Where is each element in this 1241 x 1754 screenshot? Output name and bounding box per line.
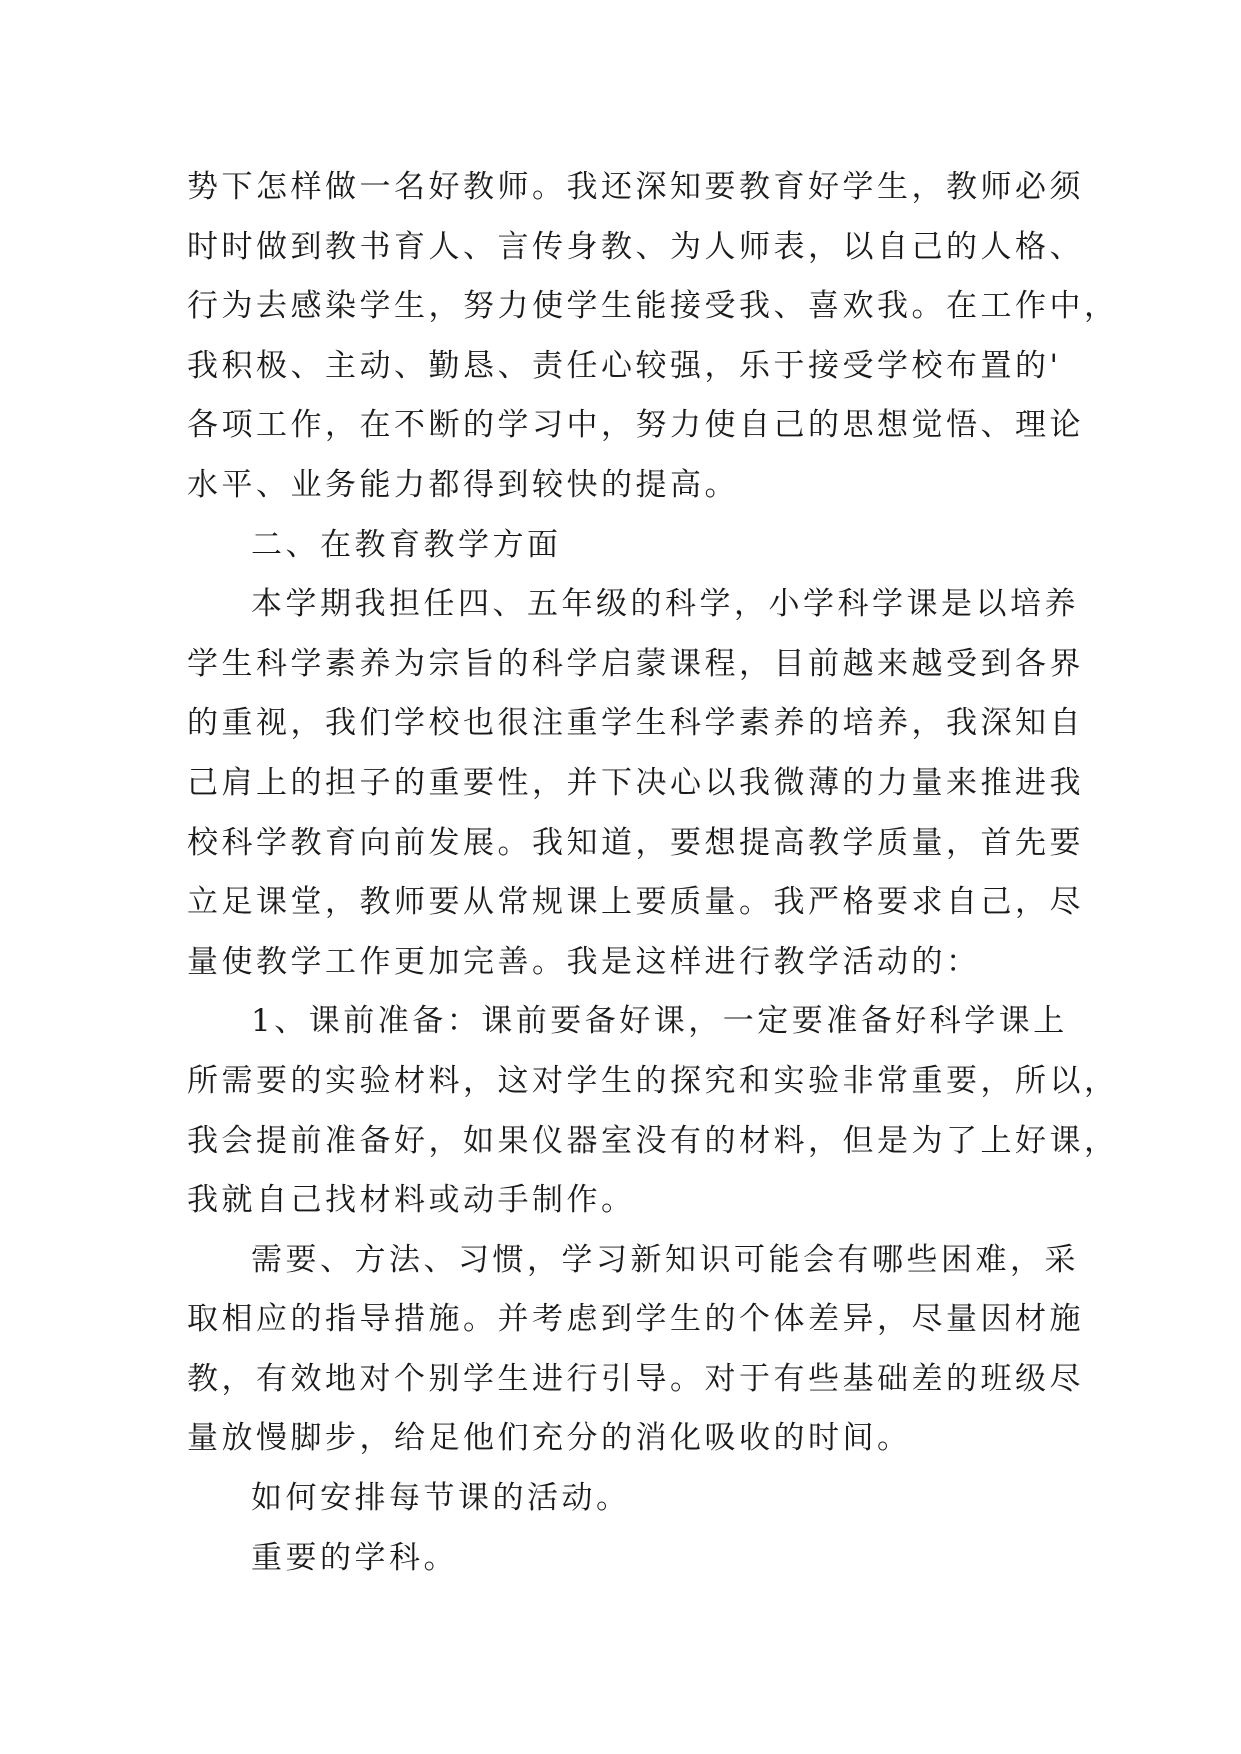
text-line: 我积极、主动、勤恳、责任心较强，乐于接受学校布置的'	[187, 347, 1062, 384]
text-line: 我会提前准备好，如果仪器室没有的材料，但是为了上好课，	[187, 1122, 1119, 1159]
section-heading: 二、在教育教学方面	[251, 526, 562, 563]
text-line: 势下怎样做一名好教师。我还深知要教育好学生，教师必须	[187, 169, 1084, 205]
text-line: 量使教学工作更加完善。我是这样进行教学活动的：	[187, 943, 981, 980]
text-line: 学生科学素养为宗旨的科学启蒙课程，目前越来越受到各界	[187, 645, 1084, 682]
text-line: 所需要的实验材料，这对学生的探究和实验非常重要，所以，	[187, 1062, 1119, 1099]
text-line: 如何安排每节课的活动。	[251, 1480, 631, 1517]
text-line: 立足课堂，教师要从常规课上要质量。我严格要求自己，尽	[187, 884, 1084, 921]
text-line: 时时做到教书育人、言传身教、为人师表，以自己的人格、	[187, 228, 1084, 265]
text-line: 取相应的指导措施。并考虑到学生的个体差异，尽量因材施	[187, 1301, 1084, 1338]
text-line: 我就自己找材料或动手制作。	[187, 1182, 636, 1219]
document-body	[187, 158, 1119, 1588]
text-line: 量放慢脚步，给足他们充分的消化吸收的时间。	[187, 1420, 912, 1457]
text-line: 己肩上的担子的重要性，并下决心以我微薄的力量来推进我	[187, 764, 1084, 801]
text-line: 的重视，我们学校也很注重学生科学素养的培养，我深知自	[187, 705, 1084, 742]
text-line: 校科学教育向前发展。我知道，要想提高教学质量，首先要	[187, 824, 1084, 861]
text-line: 本学期我担任四、五年级的科学，小学科学课是以培养	[251, 586, 1079, 623]
text-line: 各项工作，在不断的学习中，努力使自己的思想觉悟、理论	[187, 407, 1084, 444]
text-line: 重要的学科。	[251, 1539, 458, 1576]
text-line: 1、课前准备：课前要备好课，一定要准备好科学课上	[251, 1003, 1068, 1040]
text-line: 水平、业务能力都得到较快的提高。	[187, 466, 739, 503]
text-line: 行为去感染学生，努力使学生能接受我、喜欢我。在工作中，	[187, 288, 1119, 325]
text-line: 教，有效地对个别学生进行引导。对于有些基础差的班级尽	[187, 1360, 1084, 1397]
text-line: 需要、方法、习惯，学习新知识可能会有哪些困难，采	[251, 1241, 1079, 1278]
